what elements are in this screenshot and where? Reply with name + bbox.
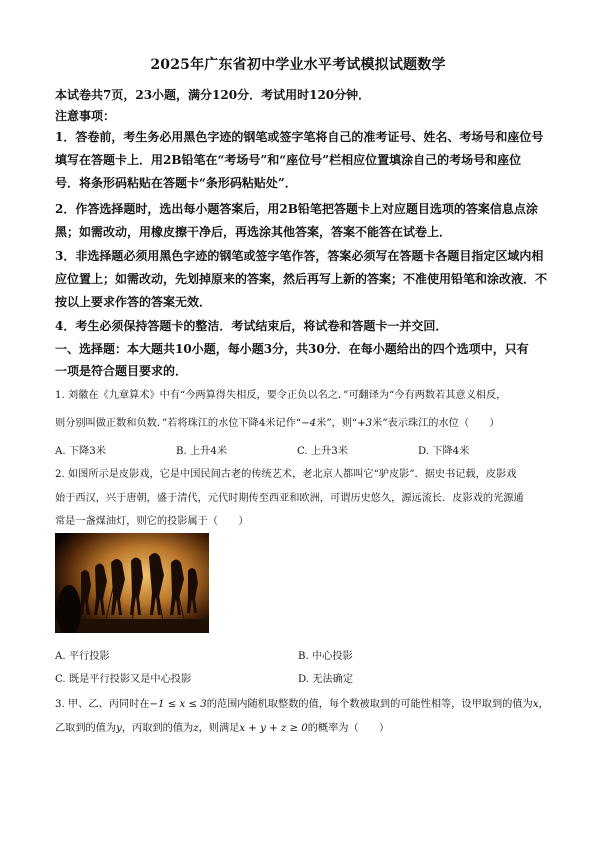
option-c: C. 既是平行投影又是中心投影 bbox=[55, 674, 192, 685]
question-1-text-part: 则分别叫做正数和负数．”若将珠江的水位下降4米记作“ bbox=[55, 418, 302, 429]
option-c: C. 上升3米 bbox=[297, 446, 348, 457]
option-b: B. 中心投影 bbox=[298, 651, 353, 662]
question-3-text-part: 乙取到的值为 bbox=[55, 723, 117, 734]
page-title: 2025年广东省初中学业水平考试模拟试题数学 bbox=[150, 57, 446, 73]
question-3-text-part: ，则满足 bbox=[198, 723, 240, 734]
question-1-text-part: 米”表示珠江的水位（ ） bbox=[372, 418, 500, 429]
notice-line: 填写在答题卡上．用2B铅笔在“考场号”和“座位号”栏相应位置填涂自己的考场号和座位 bbox=[55, 153, 522, 167]
question-3-text-part: 的概率为（ ） bbox=[307, 723, 390, 734]
notice-line: 号．将条形码粘贴在答题卡“条形码粘贴处”． bbox=[55, 176, 297, 190]
question-1-text: 1. 刘徽在《九章算术》中有“今两算得失相反，要令正负以名之．”可翻译为“今有两数若其意义相反， bbox=[55, 390, 507, 401]
notice-line: 4．考生必须保持答题卡的整洁．考试结束后，将试卷和答题卡一并交回． bbox=[55, 319, 448, 333]
question-2-text: 常是一盏煤油灯，则它的投影属于（ ） bbox=[55, 516, 249, 527]
notice-line: 黑；如需改动，用橡皮擦干净后，再选涂其他答案，答案不能答在试卷上． bbox=[55, 225, 452, 239]
notice-line: 应位置上；如需改动，先划掉原来的答案，然后再写上新的答案；不准使用铅笔和涂改液．不 bbox=[55, 272, 548, 286]
math-variable: y bbox=[116, 723, 122, 734]
math-expression: x + y + z ≥ 0 bbox=[239, 723, 308, 734]
math-variable: z bbox=[193, 723, 199, 734]
math-variable: x bbox=[532, 699, 539, 710]
notice-line: 2．作答选择题时，选出每小题答案后，用2B铅笔把答题卡上对应题目选项的答案信息点涂 bbox=[55, 202, 538, 216]
option-d: D. 无法确定 bbox=[298, 674, 354, 685]
section-heading: 一项是符合题目要求的． bbox=[55, 364, 188, 378]
section-heading: 一、选择题：本大题共10小题，每小题3分，共30分．在每小题给出的四个选项中，只有 bbox=[55, 342, 529, 356]
question-3-text-part: ，丙取到的值为 bbox=[121, 723, 194, 734]
option-d: D. 下降4米 bbox=[418, 446, 470, 457]
question-1-text bbox=[55, 414, 500, 429]
option-a: A. 平行投影 bbox=[55, 651, 110, 662]
shadow-puppet-photo bbox=[55, 533, 209, 633]
math-expression: +3 bbox=[357, 418, 373, 429]
notice-line: 按以上要求作答的答案无效． bbox=[55, 295, 212, 309]
option-b: B. 上升4米 bbox=[176, 446, 228, 457]
exam-intro: 本试卷共7页，23小题，满分120分．考试用时120分钟． bbox=[55, 88, 371, 102]
math-expression: −1 ≤ x ≤ 3 bbox=[149, 699, 207, 710]
question-3-text-part: 的范围内随机取整数的值，每个数被取到的可能性相等，设甲取到的值为 bbox=[206, 699, 533, 710]
question-2-text: 始于西汉，兴于唐朝，盛于清代，元代时期传至西亚和欧洲，可谓历史悠久，源远流长．皮影戏的光源通 bbox=[55, 493, 524, 504]
notice-heading: 注意事项： bbox=[55, 109, 116, 123]
question-3-text-part: ， bbox=[538, 699, 549, 710]
question-3-text bbox=[55, 719, 389, 734]
question-3-text bbox=[55, 695, 549, 710]
question-2-text: 2. 如图所示是皮影戏，它是中国民间古老的传统艺术，老北京人都叫它“驴皮影”．据史书记载，皮影戏 bbox=[55, 469, 517, 480]
question-1-text-part: 米”，则“ bbox=[316, 418, 358, 429]
notice-line: 3．非选择题必须用黑色字迹的钢笔或签字笔作答，答案必须写在答题卡各题目指定区域内相 bbox=[55, 249, 544, 263]
question-3-text-part: 3. 甲、乙、丙同时在 bbox=[55, 699, 150, 710]
option-a: A. 下降3米 bbox=[55, 446, 106, 457]
notice-line: 1．答卷前，考生务必用黑色字迹的钢笔或签字笔将自己的准考证号、姓名、考场号和座位号 bbox=[55, 130, 544, 144]
math-expression: −4 bbox=[301, 418, 317, 429]
